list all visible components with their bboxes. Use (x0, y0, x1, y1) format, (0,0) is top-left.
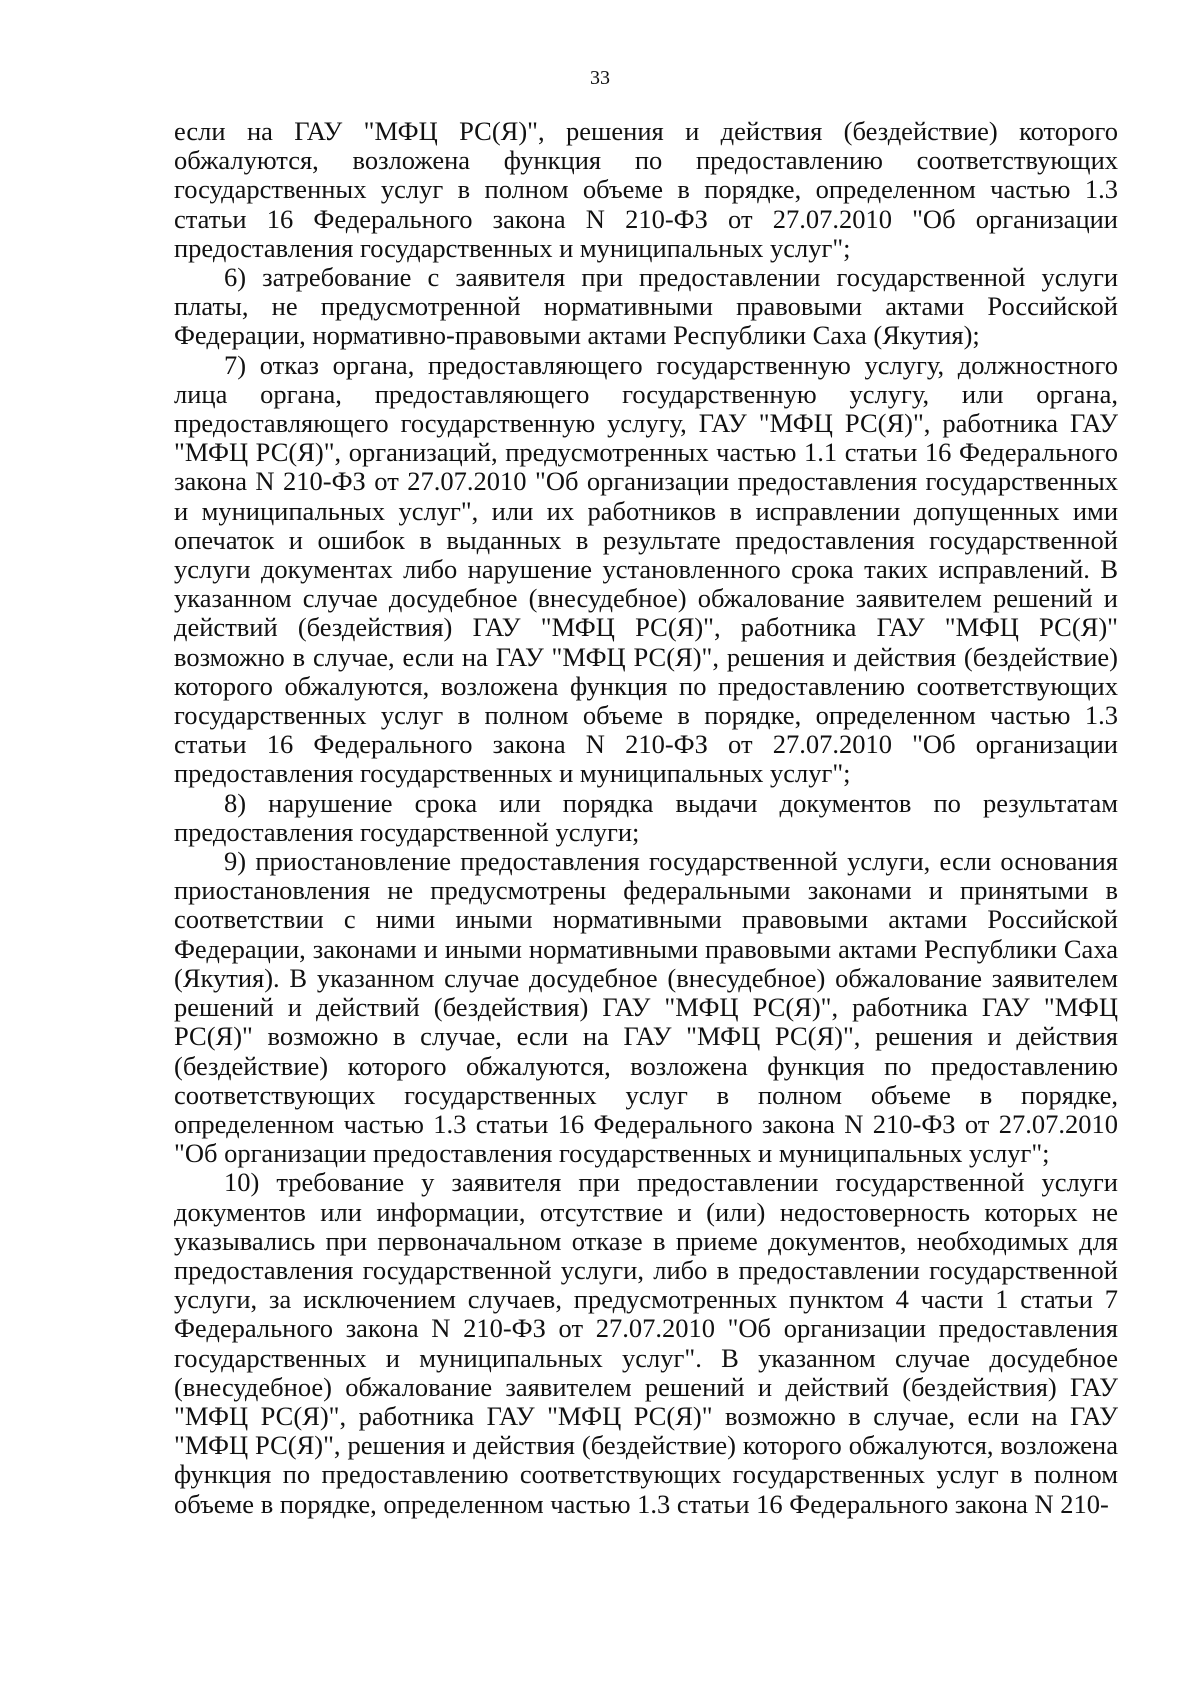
document-body (174, 117, 1118, 1519)
paragraph-item-9: 9) приостановление предоставления государственной услуги, если основания приостановления не предусмотрены федеральными законами и принятыми в соответствии с ними иными нормативными правовыми актами Российской Федерации, законами и иными нормативными правовыми актами Республики Саха (Якутия). В указанном случае досудебное (внесудебное) обжалование заявителем решений и действий (бездействия) ГАУ "МФЦ РС(Я)", работника ГАУ "МФЦ РС(Я)" возможно в случае, если на ГАУ "МФЦ РС(Я)", решения и действия (бездействие) которого обжалуются, возложена функция по предоставлению соответствующих государственных услуг в полном объеме в порядке, определенном частью 1.3 статьи 16 Федерального закона N 210-ФЗ от 27.07.2010 "Об организации предоставления государственных и муниципальных услуг"; (174, 846, 1118, 1169)
paragraph-item-10: 10) требование у заявителя при предоставлении государственной услуги документов или информации, отсутствие и (или) недостоверность которых не указывались при первоначальном отказе в приеме документов, необходимых для предоставления государственной услуги, либо в предоставлении государственной услуги, за исключением случаев, предусмотренных пунктом 4 части 1 статьи 7 Федерального закона N 210-ФЗ от 27.07.2010 "Об организации предоставления государственных и муниципальных услуг". В указанном случае досудебное (внесудебное) обжалование заявителем решений и действий (бездействия) ГАУ "МФЦ РС(Я)", работника ГАУ "МФЦ РС(Я)" возможно в случае, если на ГАУ "МФЦ РС(Я)", решения и действия (бездействие) которого обжалуются, возложена функция по предоставлению соответствующих государственных услуг в полном объеме в порядке, определенном частью 1.3 статьи 16 Федерального закона N 210- (174, 1167, 1118, 1519)
page-number: 33 (590, 67, 610, 89)
paragraph-item-8: 8) нарушение срока или порядка выдачи документов по результатам предоставления государственной услуги; (174, 787, 1118, 847)
paragraph-continuation: если на ГАУ "МФЦ РС(Я)", решения и действия (бездействие) которого обжалуются, возложена функция по предоставлению соответствующих государственных услуг в полном объеме в порядке, определенном частью 1.3 статьи 16 Федерального закона N 210-ФЗ от 27.07.2010 "Об организации предоставления государственных и муниципальных услуг"; (174, 116, 1118, 263)
paragraph-item-6: 6) затребование с заявителя при предоставлении государственной услуги платы, не предусмотренной нормативными правовыми актами Российской Федерации, нормативно-правовыми актами Республики Саха (Якутия); (174, 262, 1118, 351)
paragraph-item-7: 7) отказ органа, предоставляющего государственную услугу, должностного лица органа, предоставляющего государственную услугу, или органа, предоставляющего государственную услугу, ГАУ "МФЦ РС(Я)", работника ГАУ "МФЦ РС(Я)", организаций, предусмотренных частью 1.1 статьи 16 Федерального закона N 210-ФЗ от 27.07.2010 "Об организации предоставления государственных и муниципальных услуг", или их работников в исправлении допущенных ими опечаток и ошибок в выданных в результате предоставления государственной услуги документах либо нарушение установленного срока таких исправлений. В указанном случае досудебное (внесудебное) обжалование заявителем решений и действий (бездействия) ГАУ "МФЦ РС(Я)", работника ГАУ "МФЦ РС(Я)" возможно в случае, если на ГАУ "МФЦ РС(Я)", решения и действия (бездействие) которого обжалуются, возложена функция по предоставлению соответствующих государственных услуг в полном объеме в порядке, определенном частью 1.3 статьи 16 Федерального закона N 210-ФЗ от 27.07.2010 "Об организации предоставления государственных и муниципальных услуг"; (174, 349, 1118, 789)
